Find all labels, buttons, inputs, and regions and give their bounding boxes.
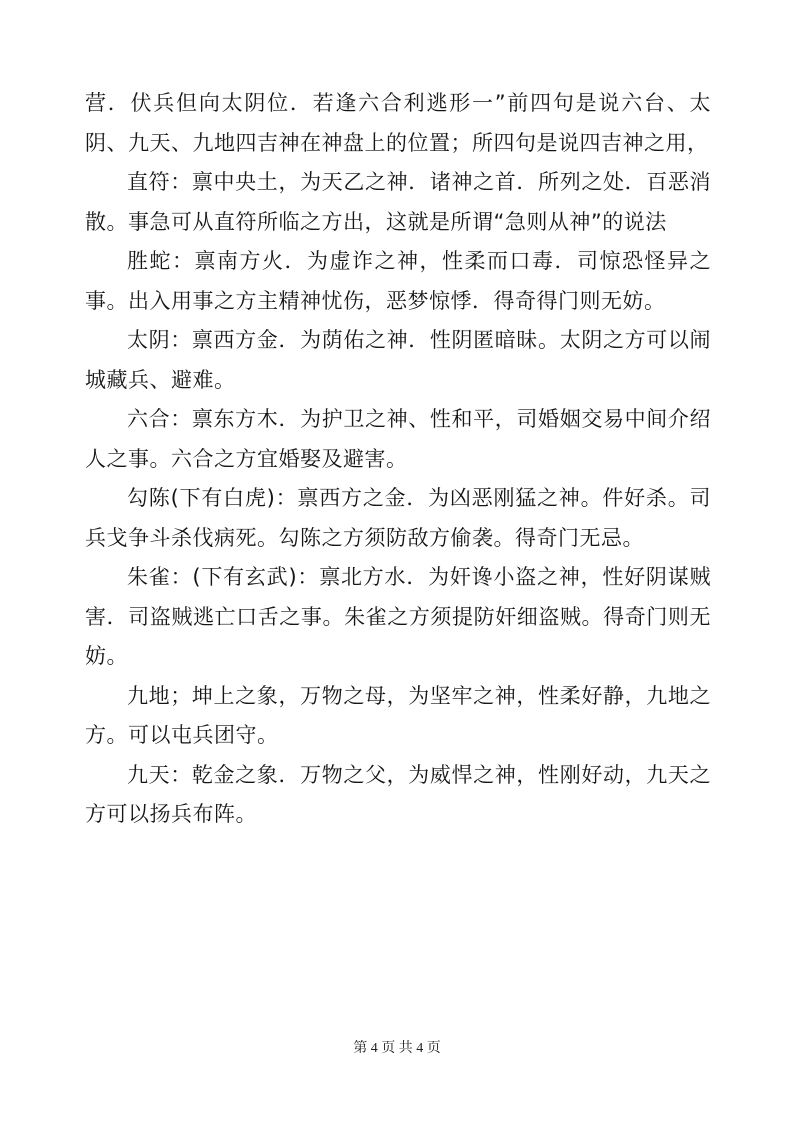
page-footer xyxy=(0,1037,794,1057)
paragraph-zhuque: 朱雀：(下有玄武)：禀北方水．为奸谗小盗之神，性好阴谋贼害．司盗贼逃亡口舌之事。朱雀之方须提防奸细盗贼。得奇门则无妨。 xyxy=(85,565,711,668)
document-body xyxy=(85,84,711,835)
paragraph-liuhe: 六合：禀东方木．为护卫之神、性和平，司婚姻交易中间介绍人之事。六合之方宜婚娶及避害。 xyxy=(85,407,711,471)
paragraph-gouchen: 勾陈(下有白虎)：禀西方之金．为凶恶刚猛之神。件好杀。司兵戈争斗杀伐病死。勾陈之方须防敌方偷袭。得奇门无忌。 xyxy=(85,486,711,550)
paragraph-taiyin: 太阴：禀西方金．为荫佑之神．性阴匿暗昧。太阴之方可以闹城藏兵、避难。 xyxy=(85,328,711,392)
page-number: 第 4 页 共 4 页 xyxy=(353,1041,441,1056)
paragraph-jiutian: 九天：乾金之象．万物之父，为威悍之神，性刚好动，九天之方可以扬兵布阵。 xyxy=(85,762,711,826)
paragraph-jiudi: 九地；坤上之象，万物之母，为坚牢之神，性柔好静，九地之方。可以屯兵团守。 xyxy=(85,683,711,747)
paragraph-zhifu: 直符：禀中央土，为天乙之神．诸神之首．所列之处．百恶消散。事急可从直符所临之方出，这就是所谓“急则从神”的说法 xyxy=(85,170,711,234)
paragraph-continuation: 营．伏兵但向太阴位．若逢六合利逃形一”前四句是说六台、太阴、九天、九地四吉神在神盘上的位置；所四句是说四吉神之用， xyxy=(85,91,711,155)
paragraph-shengshe: 胜蛇：禀南方火．为虚诈之神，性柔而口毒．司惊恐怪异之事。出入用事之方主精神忧伤，恶梦惊悸．得奇得门则无妨。 xyxy=(85,249,711,313)
